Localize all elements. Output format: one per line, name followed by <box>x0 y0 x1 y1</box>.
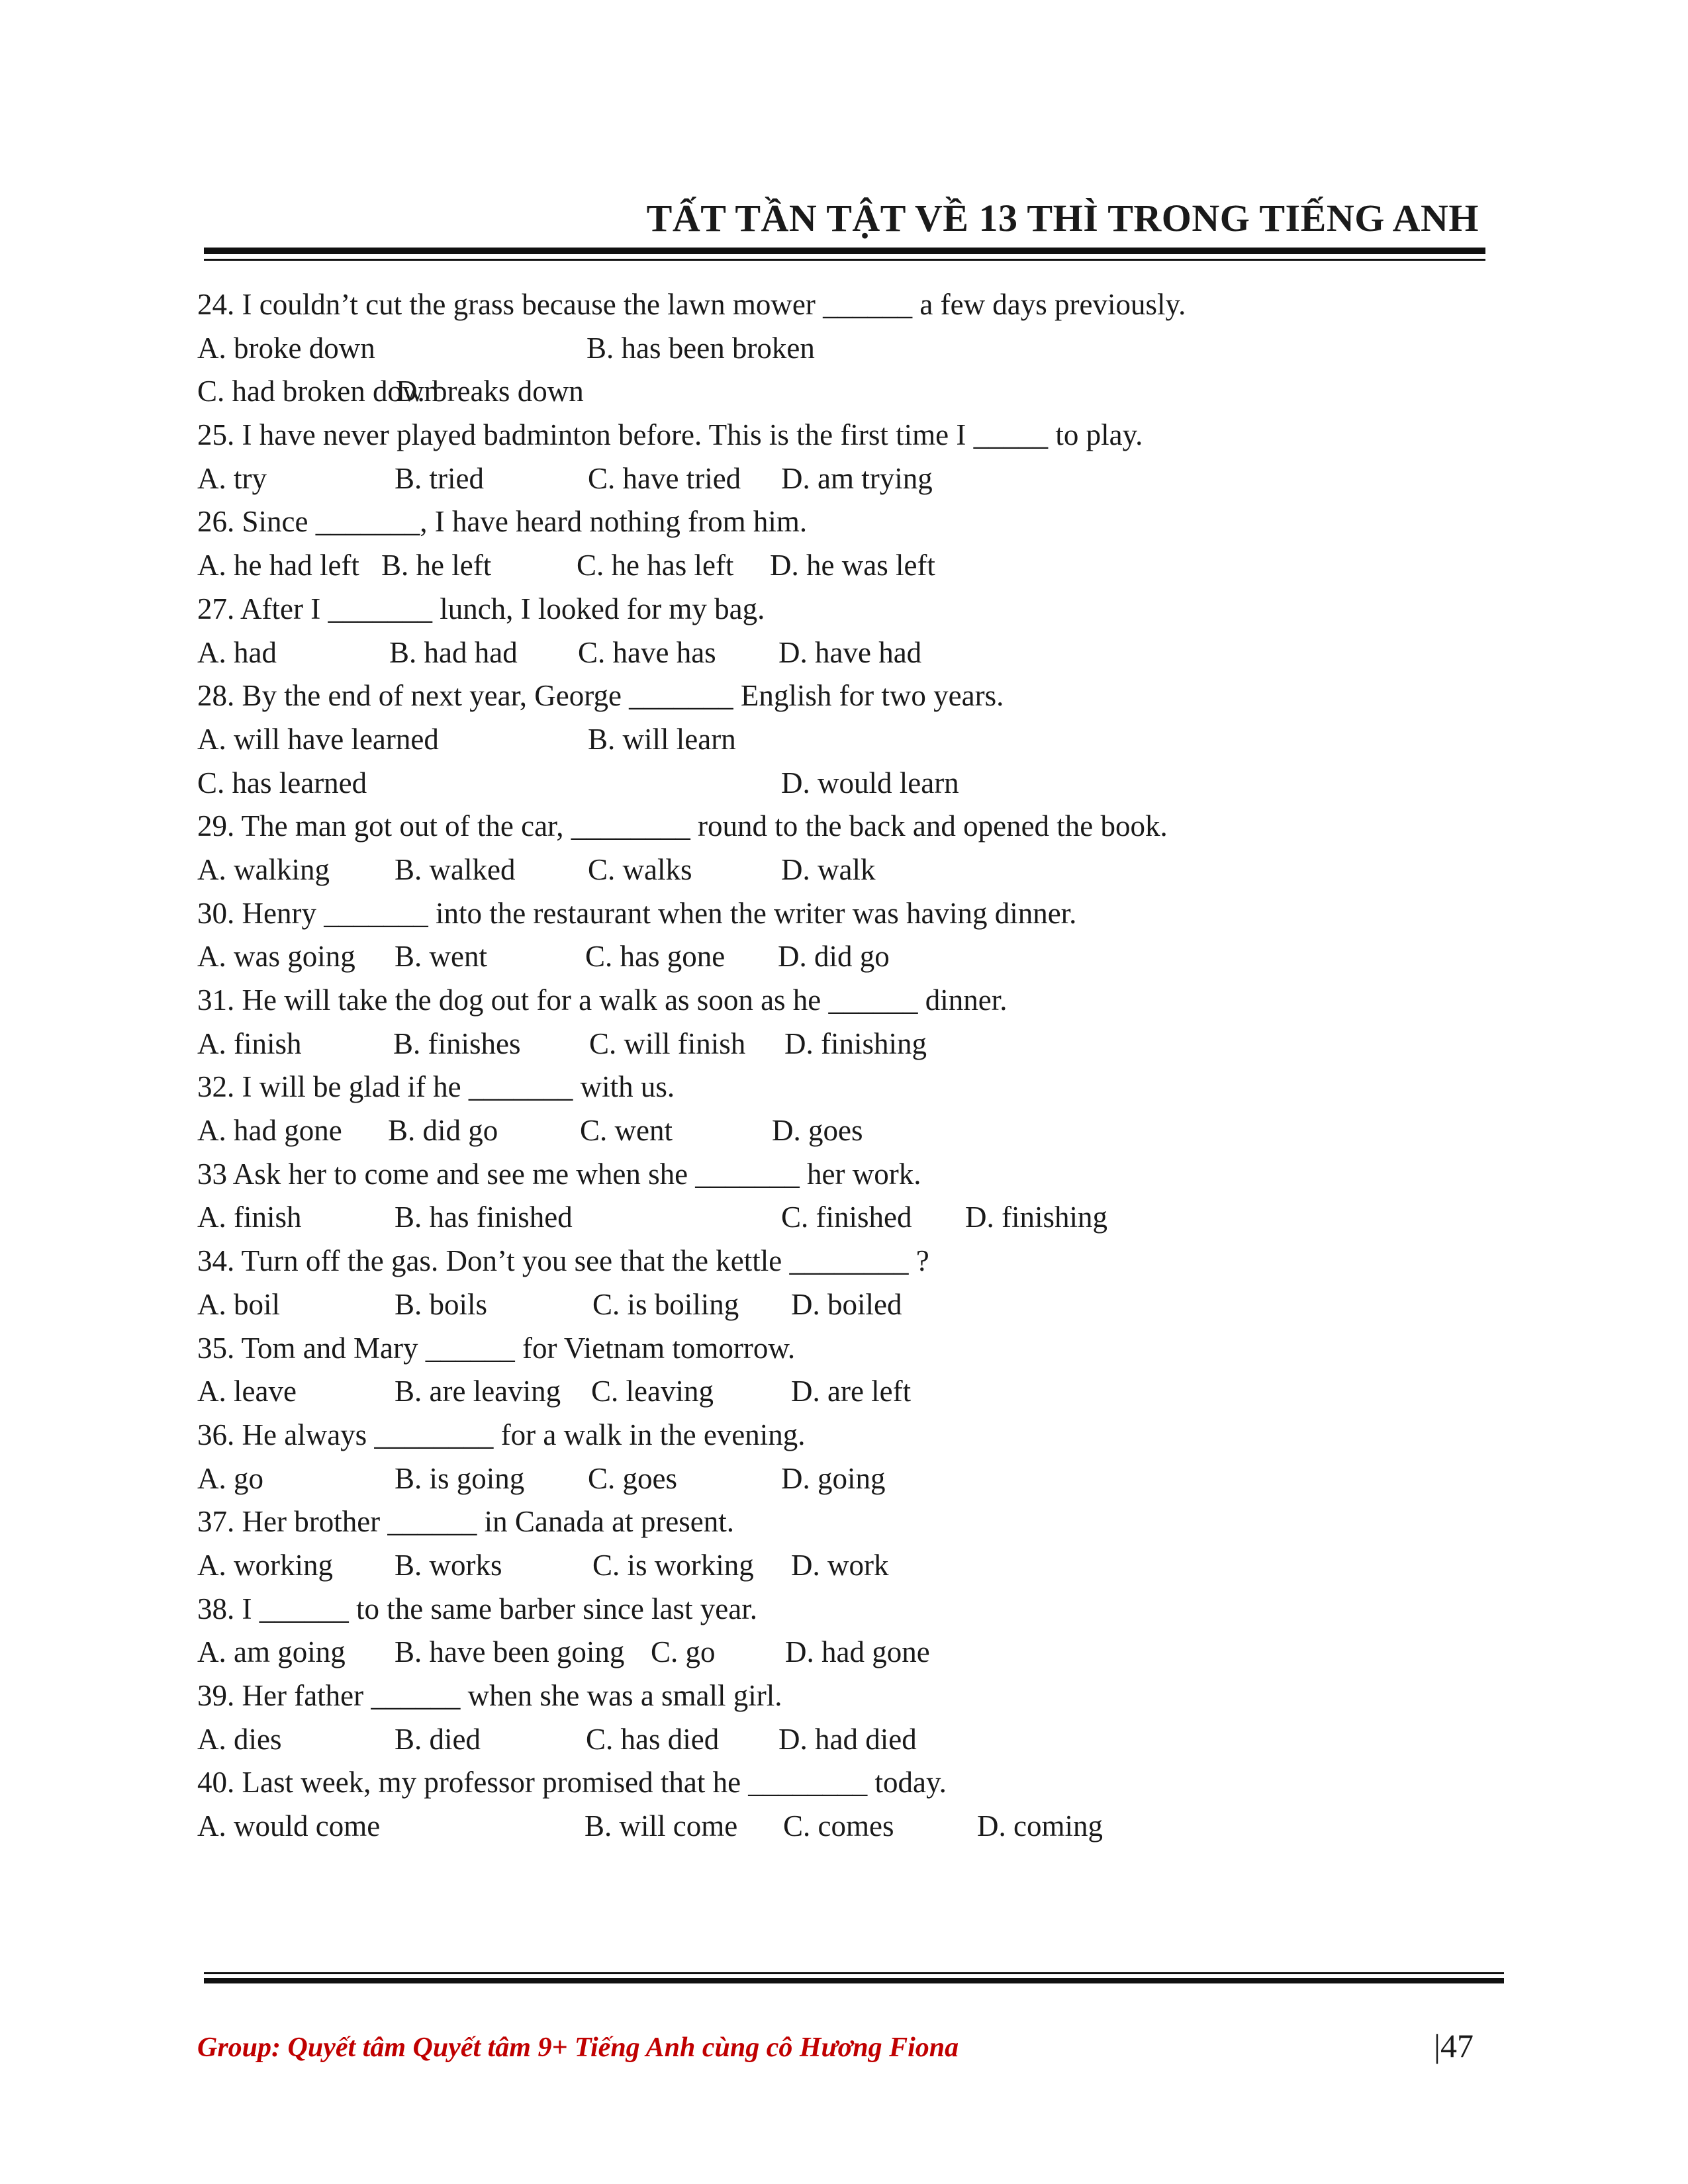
answer-option: D. going <box>781 1461 886 1495</box>
answer-option: C. have tried <box>588 461 741 495</box>
options-row <box>197 848 1488 892</box>
answer-option: A. broke down <box>197 331 375 365</box>
answer-option: C. goes <box>588 1461 677 1495</box>
answer-option: A. will have learned <box>197 722 439 756</box>
question-text: 30. Henry _______ into the restaurant when the writer was having dinner. <box>197 896 1077 930</box>
options-row <box>197 457 1488 501</box>
answer-option: A. he had left <box>197 549 359 582</box>
header-rule-thick <box>204 248 1485 254</box>
answer-option: B. went <box>395 940 487 974</box>
answer-option: D. am trying <box>781 461 933 495</box>
header-rule-thin <box>204 259 1485 261</box>
question-text: 33 Ask her to come and see me when she _______ her work. <box>197 1157 921 1191</box>
question-text: 40. Last week, my professor promised that he ________ today. <box>197 1766 947 1799</box>
answer-option: D. finishing <box>965 1201 1108 1234</box>
answer-option: B. are leaving <box>395 1375 561 1408</box>
question-text: 24. I couldn’t cut the grass because the lawn mower ______ a few days previously. <box>197 288 1186 321</box>
answer-option: D. walk <box>781 852 876 886</box>
answer-option: C. is working <box>592 1548 754 1582</box>
page-number: |47 <box>1434 2027 1474 2064</box>
document-title: TẤT TẦN TẬT VỀ 13 THÌ TRONG TIẾNG ANH <box>646 197 1479 240</box>
options-row <box>197 935 1488 979</box>
answer-option: D. have had <box>778 635 922 669</box>
answer-option: A. try <box>197 461 267 495</box>
question-text: 36. He always ________ for a walk in the evening. <box>197 1418 806 1451</box>
answer-option: C. finished <box>781 1201 912 1234</box>
question-text: 25. I have never played badminton before. This is the first time I _____ to play. <box>197 418 1143 452</box>
options-row <box>197 1805 1488 1848</box>
answer-option: C. walks <box>588 852 692 886</box>
answer-option: D. coming <box>977 1809 1103 1843</box>
answer-option: D. did go <box>778 940 890 974</box>
options-row <box>197 1283 1488 1327</box>
answer-option: B. finishes <box>393 1026 521 1060</box>
answer-option: C. had broken down <box>197 375 439 408</box>
options-row <box>197 544 1488 588</box>
answer-option: A. had gone <box>197 1114 342 1148</box>
answer-option: A. go <box>197 1461 263 1495</box>
answer-option: B. boils <box>395 1287 488 1321</box>
answer-option: B. is going <box>395 1461 525 1495</box>
question-text: 29. The man got out of the car, ________ round to the back and opened the book. <box>197 809 1168 843</box>
answer-option: D. had died <box>778 1722 917 1756</box>
question-text: 27. After I _______ lunch, I looked for my bag. <box>197 592 765 625</box>
answer-option: A. was going <box>197 940 355 974</box>
answer-option: C. is boiling <box>592 1287 739 1321</box>
options-row <box>197 1370 1488 1414</box>
question-text: 37. Her brother ______ in Canada at present. <box>197 1505 735 1539</box>
question-text: 31. He will take the dog out for a walk as soon as he ______ dinner. <box>197 983 1008 1017</box>
answer-option: A. finish <box>197 1201 302 1234</box>
options-row <box>197 370 1488 414</box>
answer-option: D. breaks down <box>396 375 584 408</box>
options-row <box>197 1023 1488 1066</box>
options-row <box>197 1457 1488 1501</box>
answer-option: B. will learn <box>588 722 736 756</box>
answer-option: A. had <box>197 635 277 669</box>
answer-option: C. went <box>580 1114 673 1148</box>
options-row <box>197 1631 1488 1674</box>
options-row <box>197 1196 1488 1240</box>
options-row <box>197 718 1488 762</box>
answer-option: A. am going <box>197 1635 346 1669</box>
answer-option: B. had had <box>389 635 518 669</box>
answer-option: C. leaving <box>591 1375 714 1408</box>
answer-option: C. will finish <box>589 1026 746 1060</box>
question-list <box>197 283 1488 1848</box>
answer-option: B. has been broken <box>586 331 815 365</box>
options-row <box>197 1718 1488 1762</box>
answer-option: B. will come <box>585 1809 738 1843</box>
answer-option: D. had gone <box>785 1635 930 1669</box>
answer-option: C. has died <box>586 1722 720 1756</box>
answer-option: B. he left <box>381 549 492 582</box>
answer-option: B. have been going <box>395 1635 625 1669</box>
footer-rule-thick <box>204 1978 1504 1983</box>
question-text: 34. Turn off the gas. Don’t you see that the kettle ________ ? <box>197 1244 929 1278</box>
answer-option: B. works <box>395 1548 502 1582</box>
answer-option: A. working <box>197 1548 333 1582</box>
answer-option: C. he has left <box>577 549 734 582</box>
answer-option: D. work <box>791 1548 889 1582</box>
answer-option: B. walked <box>395 852 516 886</box>
footer-rule-thin <box>204 1972 1504 1974</box>
answer-option: D. he was left <box>770 549 935 582</box>
answer-option: D. would learn <box>781 766 959 799</box>
answer-option: A. boil <box>197 1287 281 1321</box>
answer-option: C. has gone <box>585 940 726 974</box>
answer-option: A. finish <box>197 1026 302 1060</box>
question-text: 38. I ______ to the same barber since last year. <box>197 1592 757 1625</box>
question-text: 39. Her father ______ when she was a small girl. <box>197 1679 782 1712</box>
answer-option: A. dies <box>197 1722 282 1756</box>
question-text: 28. By the end of next year, George _______ English for two years. <box>197 679 1004 713</box>
question-text: 32. I will be glad if he _______ with us. <box>197 1070 675 1104</box>
options-row <box>197 1544 1488 1588</box>
answer-option: A. walking <box>197 852 330 886</box>
answer-option: C. has learned <box>197 766 367 799</box>
options-row <box>197 631 1488 675</box>
answer-option: B. did go <box>388 1114 498 1148</box>
answer-option: B. tried <box>395 461 484 495</box>
answer-option: D. boiled <box>791 1287 902 1321</box>
answer-option: B. has finished <box>395 1201 573 1234</box>
answer-option: D. are left <box>791 1375 912 1408</box>
answer-option: C. have has <box>578 635 716 669</box>
answer-option: C. comes <box>783 1809 894 1843</box>
question-text: 35. Tom and Mary ______ for Vietnam tomorrow. <box>197 1331 796 1365</box>
footer-group-name: Group: Quyết tâm Quyết tâm 9+ Tiếng Anh cùng cô Hương Fiona <box>197 2032 959 2063</box>
options-row <box>197 1109 1488 1153</box>
options-row <box>197 762 1488 805</box>
answer-option: D. finishing <box>784 1026 927 1060</box>
answer-option: A. leave <box>197 1375 297 1408</box>
question-text: 26. Since _______, I have heard nothing from him. <box>197 505 808 539</box>
answer-option: B. died <box>395 1722 481 1756</box>
answer-option: D. goes <box>772 1114 863 1148</box>
answer-option: C. go <box>651 1635 716 1669</box>
answer-option: A. would come <box>197 1809 381 1843</box>
options-row <box>197 327 1488 371</box>
